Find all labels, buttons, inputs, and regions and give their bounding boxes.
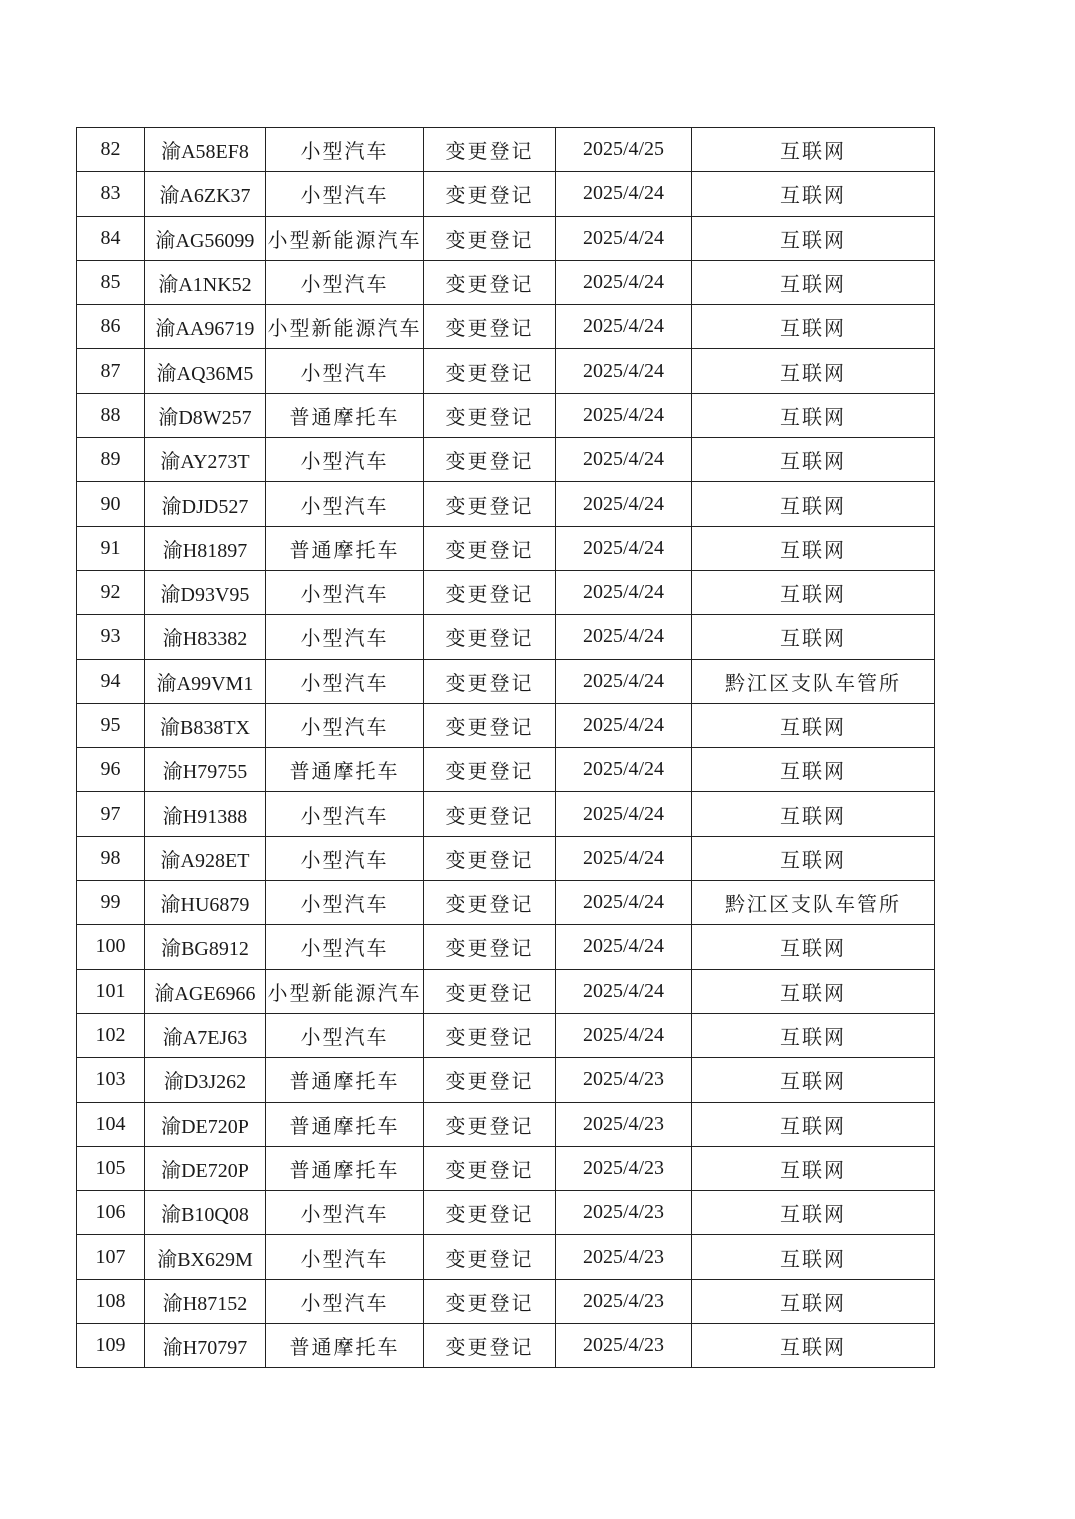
date-cell: 2025/4/25 [556, 128, 692, 172]
business-type-cell: 变更登记 [424, 1146, 556, 1190]
table-row [77, 260, 935, 304]
vehicle-type-cell: 小型汽车 [266, 925, 424, 969]
vehicle-type-cell: 小型汽车 [266, 1235, 424, 1279]
plate-number-cell: 渝AG56099 [145, 216, 266, 260]
plate-number-cell: 渝H91388 [145, 792, 266, 836]
row-number-cell: 103 [77, 1058, 145, 1102]
table-row [77, 438, 935, 482]
office-cell: 互联网 [692, 128, 935, 172]
vehicle-type-cell: 小型汽车 [266, 482, 424, 526]
row-number-cell: 106 [77, 1191, 145, 1235]
row-number-cell: 94 [77, 659, 145, 703]
vehicle-type-cell: 小型新能源汽车 [266, 969, 424, 1013]
plate-number-cell: 渝DE720P [145, 1146, 266, 1190]
table-row [77, 1324, 935, 1368]
row-number-cell: 88 [77, 393, 145, 437]
plate-number-cell: 渝AA96719 [145, 305, 266, 349]
plate-number-cell: 渝A7EJ63 [145, 1013, 266, 1057]
vehicle-type-cell: 小型汽车 [266, 1013, 424, 1057]
office-cell: 互联网 [692, 1235, 935, 1279]
vehicle-type-cell: 小型汽车 [266, 836, 424, 880]
date-cell: 2025/4/24 [556, 260, 692, 304]
vehicle-type-cell: 普通摩托车 [266, 1058, 424, 1102]
office-cell: 互联网 [692, 393, 935, 437]
date-cell: 2025/4/24 [556, 969, 692, 1013]
row-number-cell: 90 [77, 482, 145, 526]
table-row [77, 836, 935, 880]
vehicle-type-cell: 普通摩托车 [266, 1146, 424, 1190]
date-cell: 2025/4/23 [556, 1235, 692, 1279]
office-cell: 互联网 [692, 260, 935, 304]
vehicle-type-cell: 小型汽车 [266, 881, 424, 925]
office-cell: 互联网 [692, 792, 935, 836]
table-row [77, 570, 935, 614]
date-cell: 2025/4/24 [556, 482, 692, 526]
table-row [77, 216, 935, 260]
date-cell: 2025/4/24 [556, 393, 692, 437]
business-type-cell: 变更登记 [424, 1058, 556, 1102]
plate-number-cell: 渝D8W257 [145, 393, 266, 437]
business-type-cell: 变更登记 [424, 703, 556, 747]
office-cell: 互联网 [692, 482, 935, 526]
office-cell: 互联网 [692, 305, 935, 349]
plate-number-cell: 渝BX629M [145, 1235, 266, 1279]
vehicle-type-cell: 普通摩托车 [266, 393, 424, 437]
registration-table-body [77, 128, 935, 1368]
registration-table [76, 127, 935, 1368]
plate-number-cell: 渝A58EF8 [145, 128, 266, 172]
business-type-cell: 变更登记 [424, 1102, 556, 1146]
row-number-cell: 107 [77, 1235, 145, 1279]
business-type-cell: 变更登记 [424, 1235, 556, 1279]
business-type-cell: 变更登记 [424, 260, 556, 304]
row-number-cell: 96 [77, 748, 145, 792]
table-row [77, 1235, 935, 1279]
date-cell: 2025/4/23 [556, 1102, 692, 1146]
office-cell: 互联网 [692, 1102, 935, 1146]
business-type-cell: 变更登记 [424, 881, 556, 925]
office-cell: 互联网 [692, 969, 935, 1013]
date-cell: 2025/4/24 [556, 836, 692, 880]
date-cell: 2025/4/23 [556, 1324, 692, 1368]
plate-number-cell: 渝A6ZK37 [145, 172, 266, 216]
vehicle-type-cell: 小型新能源汽车 [266, 305, 424, 349]
office-cell: 互联网 [692, 615, 935, 659]
table-row [77, 526, 935, 570]
row-number-cell: 99 [77, 881, 145, 925]
date-cell: 2025/4/24 [556, 881, 692, 925]
date-cell: 2025/4/24 [556, 748, 692, 792]
business-type-cell: 变更登记 [424, 172, 556, 216]
office-cell: 黔江区支队车管所 [692, 881, 935, 925]
row-number-cell: 100 [77, 925, 145, 969]
business-type-cell: 变更登记 [424, 570, 556, 614]
office-cell: 互联网 [692, 216, 935, 260]
business-type-cell: 变更登记 [424, 1013, 556, 1057]
office-cell: 互联网 [692, 1013, 935, 1057]
office-cell: 互联网 [692, 570, 935, 614]
business-type-cell: 变更登记 [424, 305, 556, 349]
vehicle-type-cell: 小型汽车 [266, 703, 424, 747]
business-type-cell: 变更登记 [424, 526, 556, 570]
row-number-cell: 108 [77, 1279, 145, 1323]
date-cell: 2025/4/24 [556, 659, 692, 703]
date-cell: 2025/4/23 [556, 1146, 692, 1190]
plate-number-cell: 渝D3J262 [145, 1058, 266, 1102]
date-cell: 2025/4/24 [556, 925, 692, 969]
plate-number-cell: 渝H87152 [145, 1279, 266, 1323]
vehicle-type-cell: 小型汽车 [266, 438, 424, 482]
business-type-cell: 变更登记 [424, 1324, 556, 1368]
office-cell: 互联网 [692, 526, 935, 570]
row-number-cell: 85 [77, 260, 145, 304]
row-number-cell: 109 [77, 1324, 145, 1368]
row-number-cell: 102 [77, 1013, 145, 1057]
row-number-cell: 93 [77, 615, 145, 659]
business-type-cell: 变更登记 [424, 393, 556, 437]
row-number-cell: 97 [77, 792, 145, 836]
office-cell: 互联网 [692, 1279, 935, 1323]
date-cell: 2025/4/24 [556, 792, 692, 836]
vehicle-type-cell: 小型汽车 [266, 659, 424, 703]
row-number-cell: 95 [77, 703, 145, 747]
date-cell: 2025/4/23 [556, 1279, 692, 1323]
table-row [77, 1058, 935, 1102]
table-row [77, 659, 935, 703]
plate-number-cell: 渝A1NK52 [145, 260, 266, 304]
vehicle-type-cell: 普通摩托车 [266, 1102, 424, 1146]
vehicle-type-cell: 普通摩托车 [266, 1324, 424, 1368]
row-number-cell: 101 [77, 969, 145, 1013]
office-cell: 互联网 [692, 1191, 935, 1235]
vehicle-type-cell: 小型汽车 [266, 1279, 424, 1323]
business-type-cell: 变更登记 [424, 969, 556, 1013]
business-type-cell: 变更登记 [424, 925, 556, 969]
business-type-cell: 变更登记 [424, 438, 556, 482]
office-cell: 互联网 [692, 925, 935, 969]
business-type-cell: 变更登记 [424, 792, 556, 836]
vehicle-type-cell: 小型汽车 [266, 1191, 424, 1235]
office-cell: 互联网 [692, 836, 935, 880]
date-cell: 2025/4/24 [556, 305, 692, 349]
table-row [77, 925, 935, 969]
vehicle-type-cell: 小型新能源汽车 [266, 216, 424, 260]
vehicle-type-cell: 普通摩托车 [266, 526, 424, 570]
office-cell: 互联网 [692, 703, 935, 747]
row-number-cell: 84 [77, 216, 145, 260]
plate-number-cell: 渝AQ36M5 [145, 349, 266, 393]
plate-number-cell: 渝AY273T [145, 438, 266, 482]
date-cell: 2025/4/23 [556, 1058, 692, 1102]
table-row [77, 1013, 935, 1057]
date-cell: 2025/4/23 [556, 1191, 692, 1235]
vehicle-type-cell: 小型汽车 [266, 260, 424, 304]
row-number-cell: 83 [77, 172, 145, 216]
business-type-cell: 变更登记 [424, 1191, 556, 1235]
vehicle-type-cell: 小型汽车 [266, 349, 424, 393]
date-cell: 2025/4/24 [556, 703, 692, 747]
date-cell: 2025/4/24 [556, 349, 692, 393]
plate-number-cell: 渝B10Q08 [145, 1191, 266, 1235]
date-cell: 2025/4/24 [556, 570, 692, 614]
plate-number-cell: 渝BG8912 [145, 925, 266, 969]
row-number-cell: 104 [77, 1102, 145, 1146]
business-type-cell: 变更登记 [424, 659, 556, 703]
business-type-cell: 变更登记 [424, 615, 556, 659]
table-row [77, 881, 935, 925]
plate-number-cell: 渝H83382 [145, 615, 266, 659]
office-cell: 黔江区支队车管所 [692, 659, 935, 703]
date-cell: 2025/4/24 [556, 216, 692, 260]
plate-number-cell: 渝DE720P [145, 1102, 266, 1146]
table-row [77, 792, 935, 836]
business-type-cell: 变更登记 [424, 128, 556, 172]
table-row [77, 1146, 935, 1190]
vehicle-type-cell: 小型汽车 [266, 570, 424, 614]
row-number-cell: 105 [77, 1146, 145, 1190]
table-row [77, 172, 935, 216]
office-cell: 互联网 [692, 172, 935, 216]
plate-number-cell: 渝H81897 [145, 526, 266, 570]
table-row [77, 1102, 935, 1146]
vehicle-type-cell: 小型汽车 [266, 128, 424, 172]
office-cell: 互联网 [692, 438, 935, 482]
row-number-cell: 91 [77, 526, 145, 570]
table-row [77, 128, 935, 172]
business-type-cell: 变更登记 [424, 836, 556, 880]
date-cell: 2025/4/24 [556, 438, 692, 482]
plate-number-cell: 渝HU6879 [145, 881, 266, 925]
business-type-cell: 变更登记 [424, 748, 556, 792]
office-cell: 互联网 [692, 1058, 935, 1102]
business-type-cell: 变更登记 [424, 216, 556, 260]
table-row [77, 393, 935, 437]
plate-number-cell: 渝D93V95 [145, 570, 266, 614]
date-cell: 2025/4/24 [556, 172, 692, 216]
business-type-cell: 变更登记 [424, 482, 556, 526]
date-cell: 2025/4/24 [556, 1013, 692, 1057]
table-row [77, 305, 935, 349]
business-type-cell: 变更登记 [424, 1279, 556, 1323]
office-cell: 互联网 [692, 1146, 935, 1190]
vehicle-type-cell: 小型汽车 [266, 792, 424, 836]
office-cell: 互联网 [692, 1324, 935, 1368]
vehicle-type-cell: 普通摩托车 [266, 748, 424, 792]
plate-number-cell: 渝A99VM1 [145, 659, 266, 703]
vehicle-type-cell: 小型汽车 [266, 615, 424, 659]
row-number-cell: 86 [77, 305, 145, 349]
row-number-cell: 92 [77, 570, 145, 614]
plate-number-cell: 渝H70797 [145, 1324, 266, 1368]
table-row [77, 703, 935, 747]
row-number-cell: 82 [77, 128, 145, 172]
office-cell: 互联网 [692, 349, 935, 393]
plate-number-cell: 渝DJD527 [145, 482, 266, 526]
table-row [77, 482, 935, 526]
table-row [77, 1191, 935, 1235]
office-cell: 互联网 [692, 748, 935, 792]
table-row [77, 748, 935, 792]
row-number-cell: 87 [77, 349, 145, 393]
plate-number-cell: 渝A928ET [145, 836, 266, 880]
table-row [77, 615, 935, 659]
row-number-cell: 98 [77, 836, 145, 880]
date-cell: 2025/4/24 [556, 615, 692, 659]
table-row [77, 349, 935, 393]
plate-number-cell: 渝AGE6966 [145, 969, 266, 1013]
business-type-cell: 变更登记 [424, 349, 556, 393]
row-number-cell: 89 [77, 438, 145, 482]
date-cell: 2025/4/24 [556, 526, 692, 570]
plate-number-cell: 渝H79755 [145, 748, 266, 792]
vehicle-type-cell: 小型汽车 [266, 172, 424, 216]
table-row [77, 969, 935, 1013]
table-row [77, 1279, 935, 1323]
plate-number-cell: 渝B838TX [145, 703, 266, 747]
